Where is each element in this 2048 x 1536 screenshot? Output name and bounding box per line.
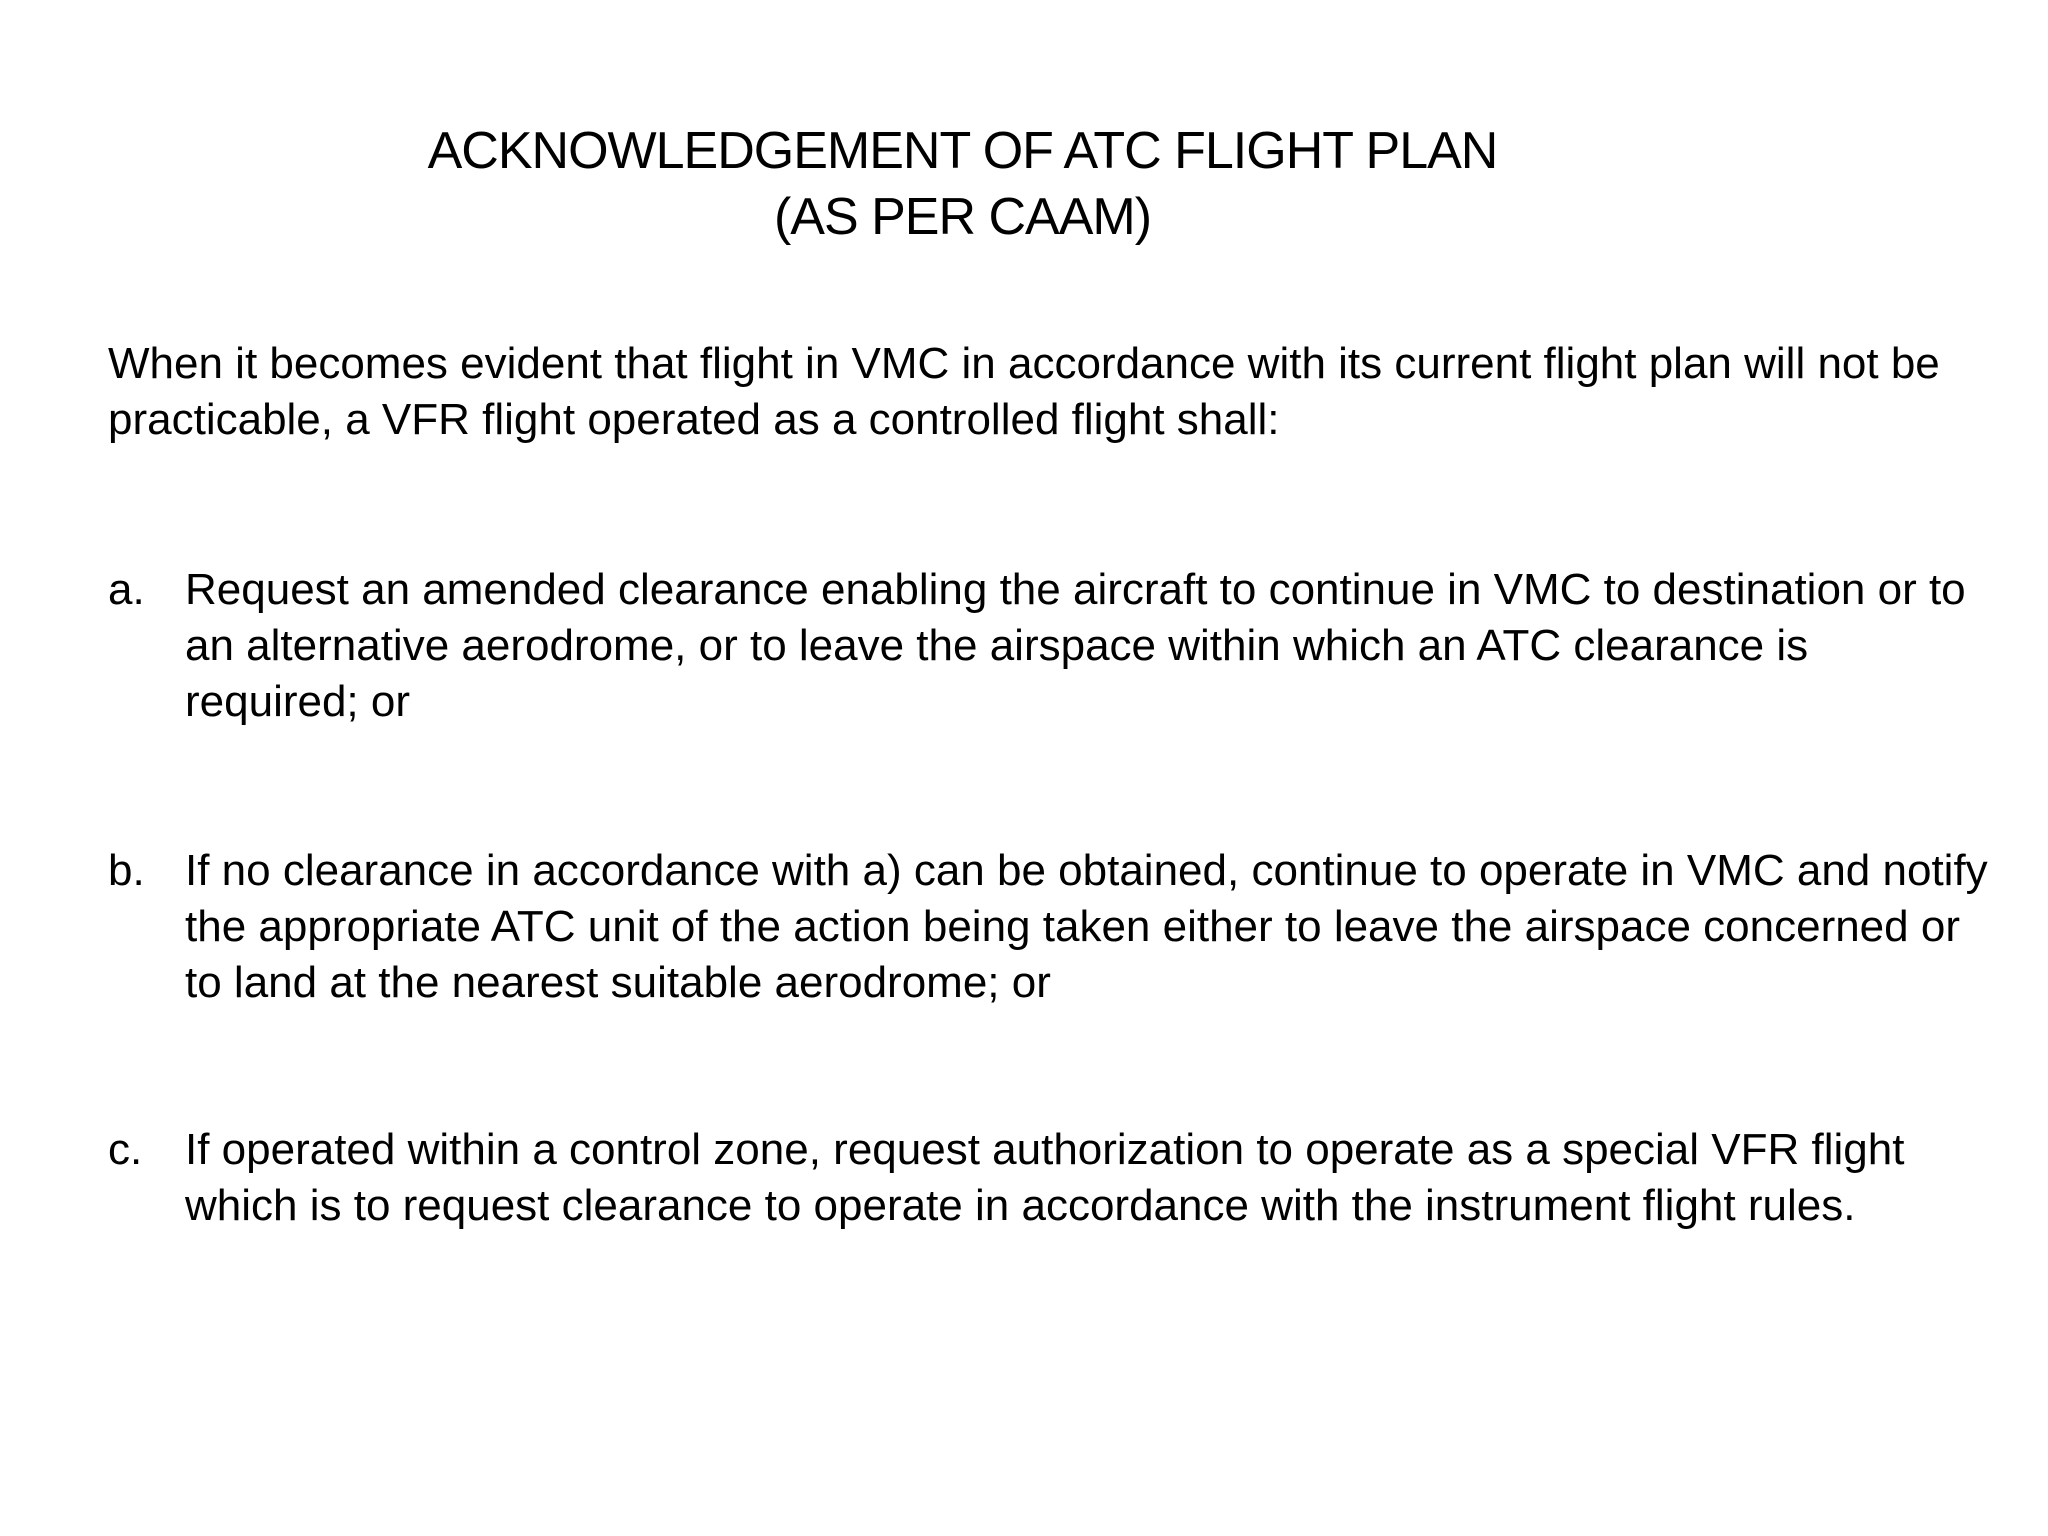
title-line-2: (AS PER CAAM) bbox=[773, 188, 1152, 246]
list-item-c bbox=[108, 1122, 1988, 1234]
list-marker-a: a. bbox=[108, 565, 145, 614]
list-text-c: If operated within a control zone, request authorization to operate as a special VFR flight which is to request clearance to operate in accordance with the instrument flight rules. bbox=[185, 1125, 1905, 1230]
list-marker-c: c. bbox=[108, 1125, 143, 1174]
slide-title bbox=[0, 118, 1925, 250]
list-text-b: If no clearance in accordance with a) can be obtained, continue to operate in VMC and notify the appropriate ATC unit of the action being taken either to leave the airspace concerned or to land at the nearest suitable aerodrome; or bbox=[185, 846, 1988, 1007]
list-text-a: Request an amended clearance enabling the aircraft to continue in VMC to destination or to an alternative aerodrome, or to leave the airspace within which an ATC clearance is required; or bbox=[185, 565, 1966, 726]
intro-paragraph: When it becomes evident that flight in VMC in accordance with its current flight plan will not be practicable, a VFR flight operated as a controlled flight shall: bbox=[108, 339, 1940, 444]
list-item-b bbox=[108, 843, 1988, 1011]
list-marker-b: b. bbox=[108, 846, 145, 895]
list-item-a bbox=[108, 562, 1988, 730]
title-line-1: ACKNOWLEDGEMENT OF ATC FLIGHT PLAN bbox=[427, 122, 1498, 180]
